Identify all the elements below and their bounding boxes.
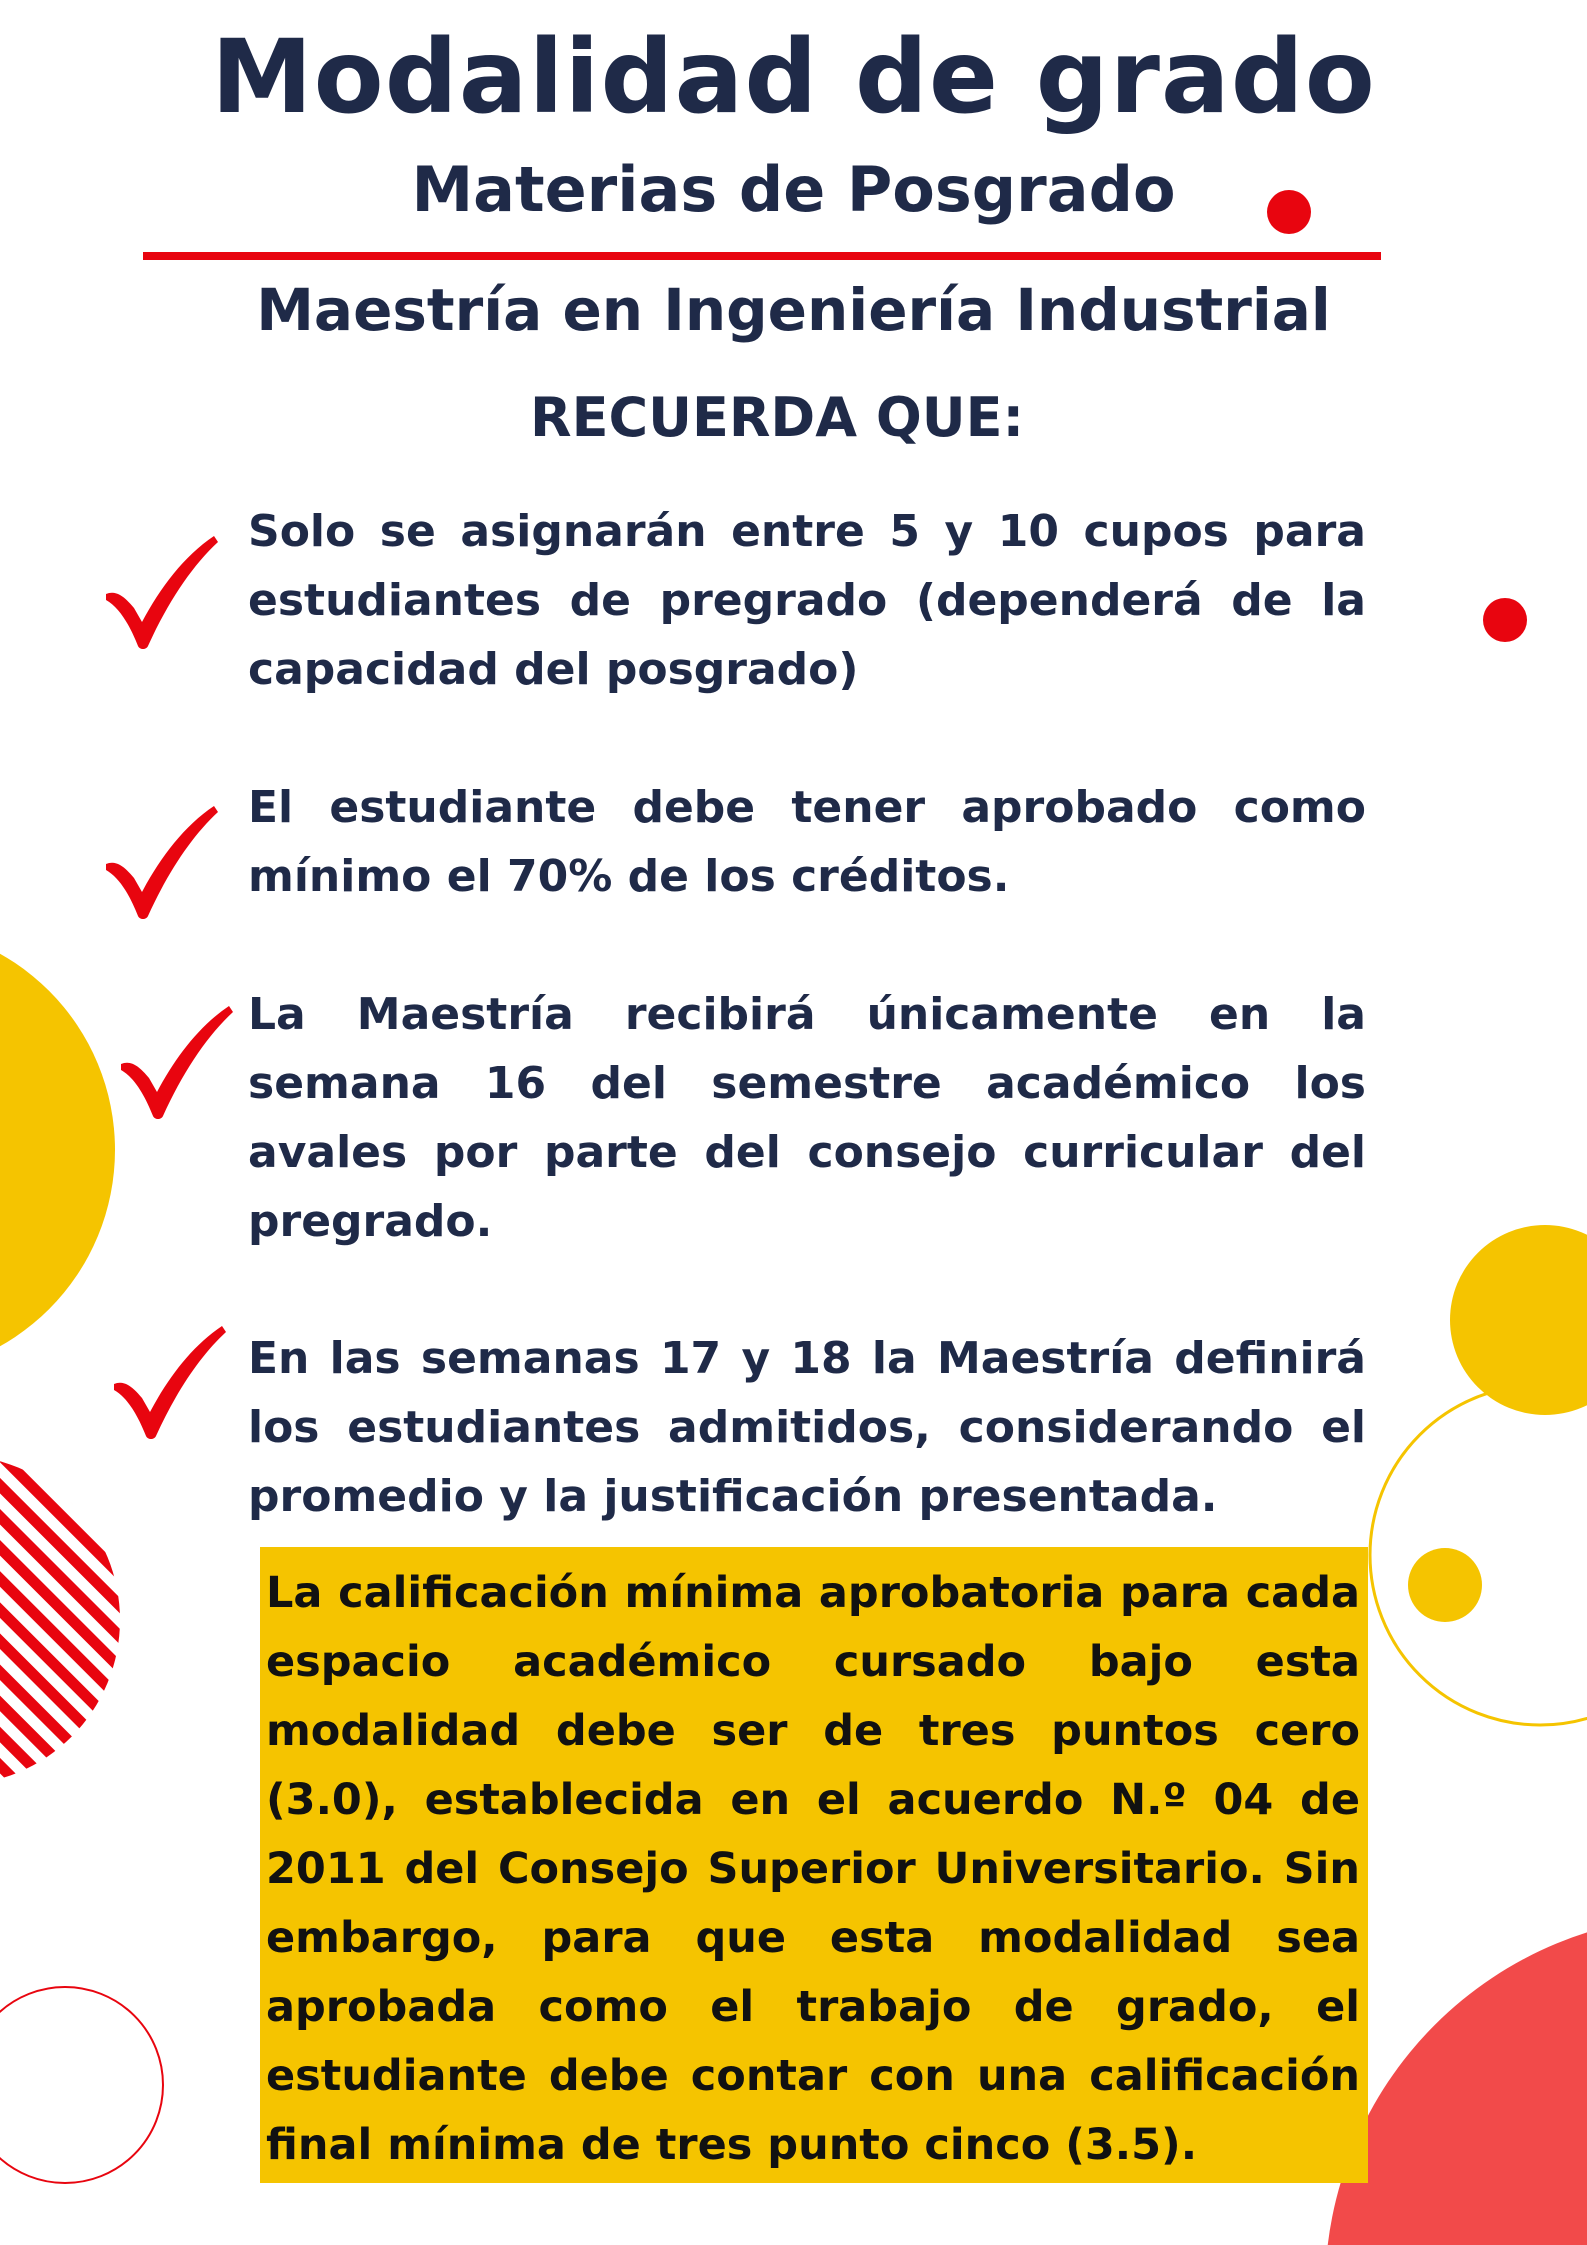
program-name: Maestría en Ingeniería Industrial <box>256 276 1331 344</box>
list-item: El estudiante debe tener aprobado como mínimo el 70% de los créditos. <box>248 782 1366 902</box>
page-subtitle: Materias de Posgrado <box>411 153 1176 226</box>
list-item: La Maestría recibirá únicamente en la semana 16 del semestre académico los avales por parte del consejo curricular del pregrado. <box>248 989 1366 1247</box>
grade-note-text: La calificación mínima aprobatoria para cada espacio académico cursado bajo esta modalidad debe ser de tres puntos cero (3.0), establecida en el acuerdo N.º 04 de 2011 del Consejo Superior Universitario. Sin embargo, para que esta modalidad sea aprobada como el trabajo de grado, el estudiante debe contar con una calificación final mínima de tres punto cinco (3.5). <box>266 1568 1360 2170</box>
checkmark-icon <box>115 1000 235 1120</box>
outline-circle-bottom-left <box>0 1987 163 2183</box>
list-item: En las semanas 17 y 18 la Maestría definirá los estudiantes admitidos, considerando el promedio y la justificación presentada. <box>248 1333 1366 1522</box>
striped-circle-left <box>0 1455 120 1785</box>
checkmark-icon <box>108 1320 228 1440</box>
remember-heading: RECUERDA QUE: <box>530 386 1025 449</box>
page-title: Modalidad de grado <box>211 18 1376 137</box>
yellow-dot-right <box>1408 1548 1482 1622</box>
title-divider <box>143 252 1381 260</box>
red-dot-right <box>1483 598 1527 642</box>
outline-circle-right <box>1370 1385 1587 1725</box>
yellow-circle-left <box>0 925 115 1375</box>
grade-note-box <box>260 1547 1368 2183</box>
checkmark-icon <box>100 800 220 920</box>
checkmark-icon <box>100 530 220 650</box>
list-item: Solo se asignarán entre 5 y 10 cupos para estudiantes de pregrado (dependerá de la capacidad del posgrado) <box>248 506 1366 695</box>
